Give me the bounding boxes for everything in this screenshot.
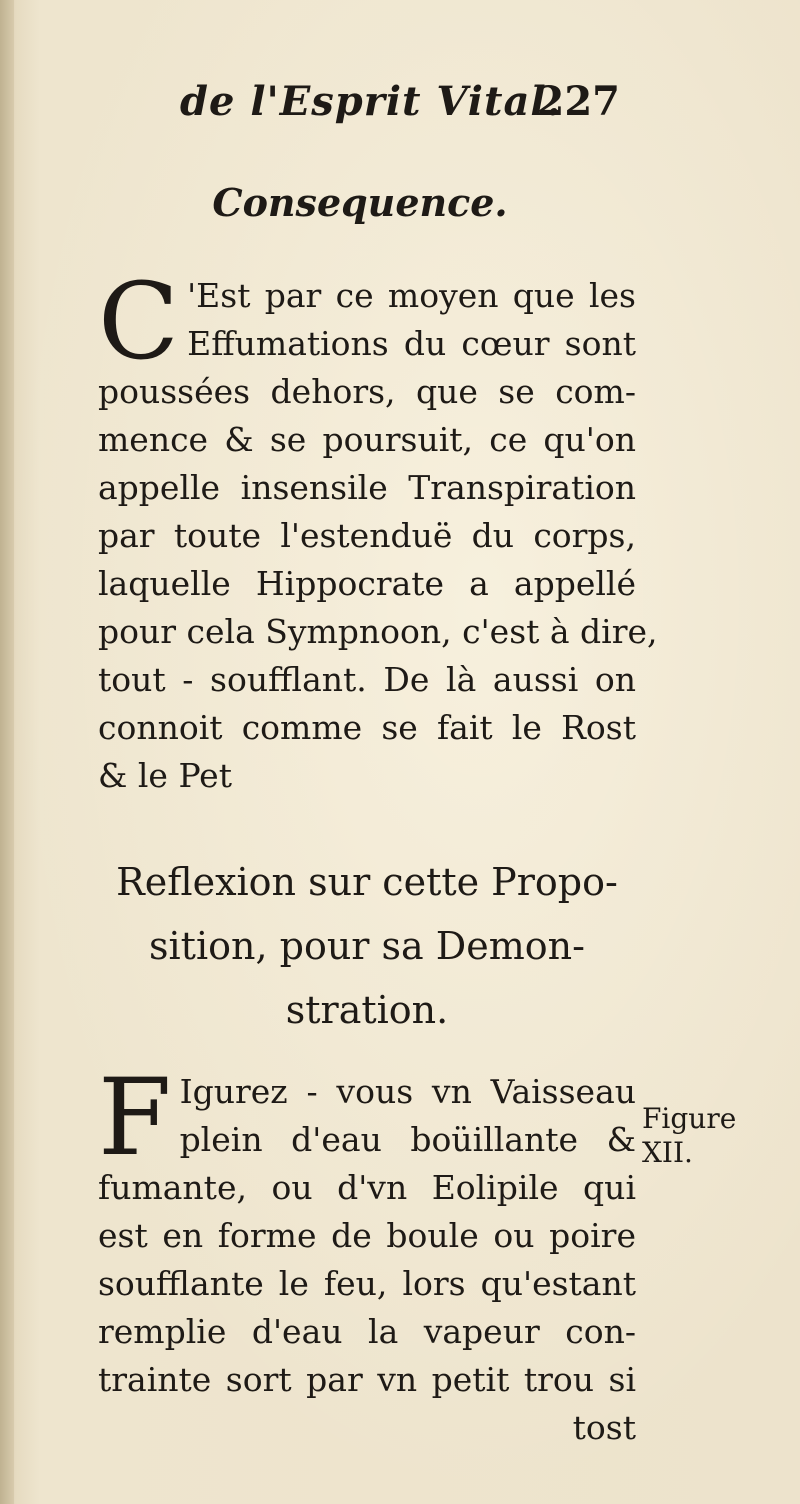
- text-line: est en forme de boule ou poire: [98, 1216, 636, 1255]
- text-line: tout - soufflant. De là aussi on: [98, 660, 636, 699]
- page-gutter: [0, 0, 14, 1504]
- reflexion-heading: [98, 850, 636, 1042]
- drop-cap: C: [98, 260, 180, 383]
- page-header: [180, 78, 640, 138]
- catchword: tost: [572, 1408, 636, 1447]
- margin-note-line: Figure: [642, 1102, 737, 1135]
- text-line: 'Est par ce moyen que les: [187, 276, 636, 315]
- text-line: remplie d'eau la vapeur con-: [98, 1312, 636, 1351]
- heading-line: sition, pour sa Demon-: [149, 924, 585, 968]
- text-line: poussées dehors, que se com-: [98, 372, 636, 411]
- paragraph-figurez: [98, 1056, 636, 1404]
- text-line: Igurez - vous vn Vaisseau: [179, 1072, 636, 1111]
- text-line: pour cela Sympnoon, c'est à dire,: [98, 612, 658, 651]
- text-line: plein d'eau boüillante &: [179, 1120, 636, 1159]
- margin-note-figure: [642, 1102, 752, 1170]
- text-line: Effumations du cœur sont: [187, 324, 636, 363]
- text-line: connoit comme se fait le Rost: [98, 708, 636, 747]
- text-line: trainte sort par vn petit trou si: [98, 1360, 636, 1399]
- heading-line: stration.: [285, 988, 449, 1032]
- section-heading: Consequence.: [212, 180, 508, 225]
- text-line: appelle insensile Transpiration: [98, 468, 636, 507]
- margin-note-line: XII.: [642, 1136, 693, 1169]
- text-line: laquelle Hippocrate a appellé: [98, 564, 636, 603]
- text-line: soufflante le feu, lors qu'estant: [98, 1264, 636, 1303]
- drop-cap: F: [98, 1056, 172, 1179]
- text-line: par toute l'estenduë du corps,: [98, 516, 636, 555]
- text-line: & le Pet: [98, 756, 232, 795]
- running-title: de l'Esprit Vital.: [180, 78, 562, 125]
- heading-line: Reflexion sur cette Propo-: [116, 860, 618, 904]
- text-line: fumante, ou d'vn Eolipile qui: [98, 1168, 636, 1207]
- text-line: mence & se poursuit, ce qu'on: [98, 420, 636, 459]
- paragraph-consequence: [98, 260, 658, 800]
- page-number: 227: [536, 78, 620, 125]
